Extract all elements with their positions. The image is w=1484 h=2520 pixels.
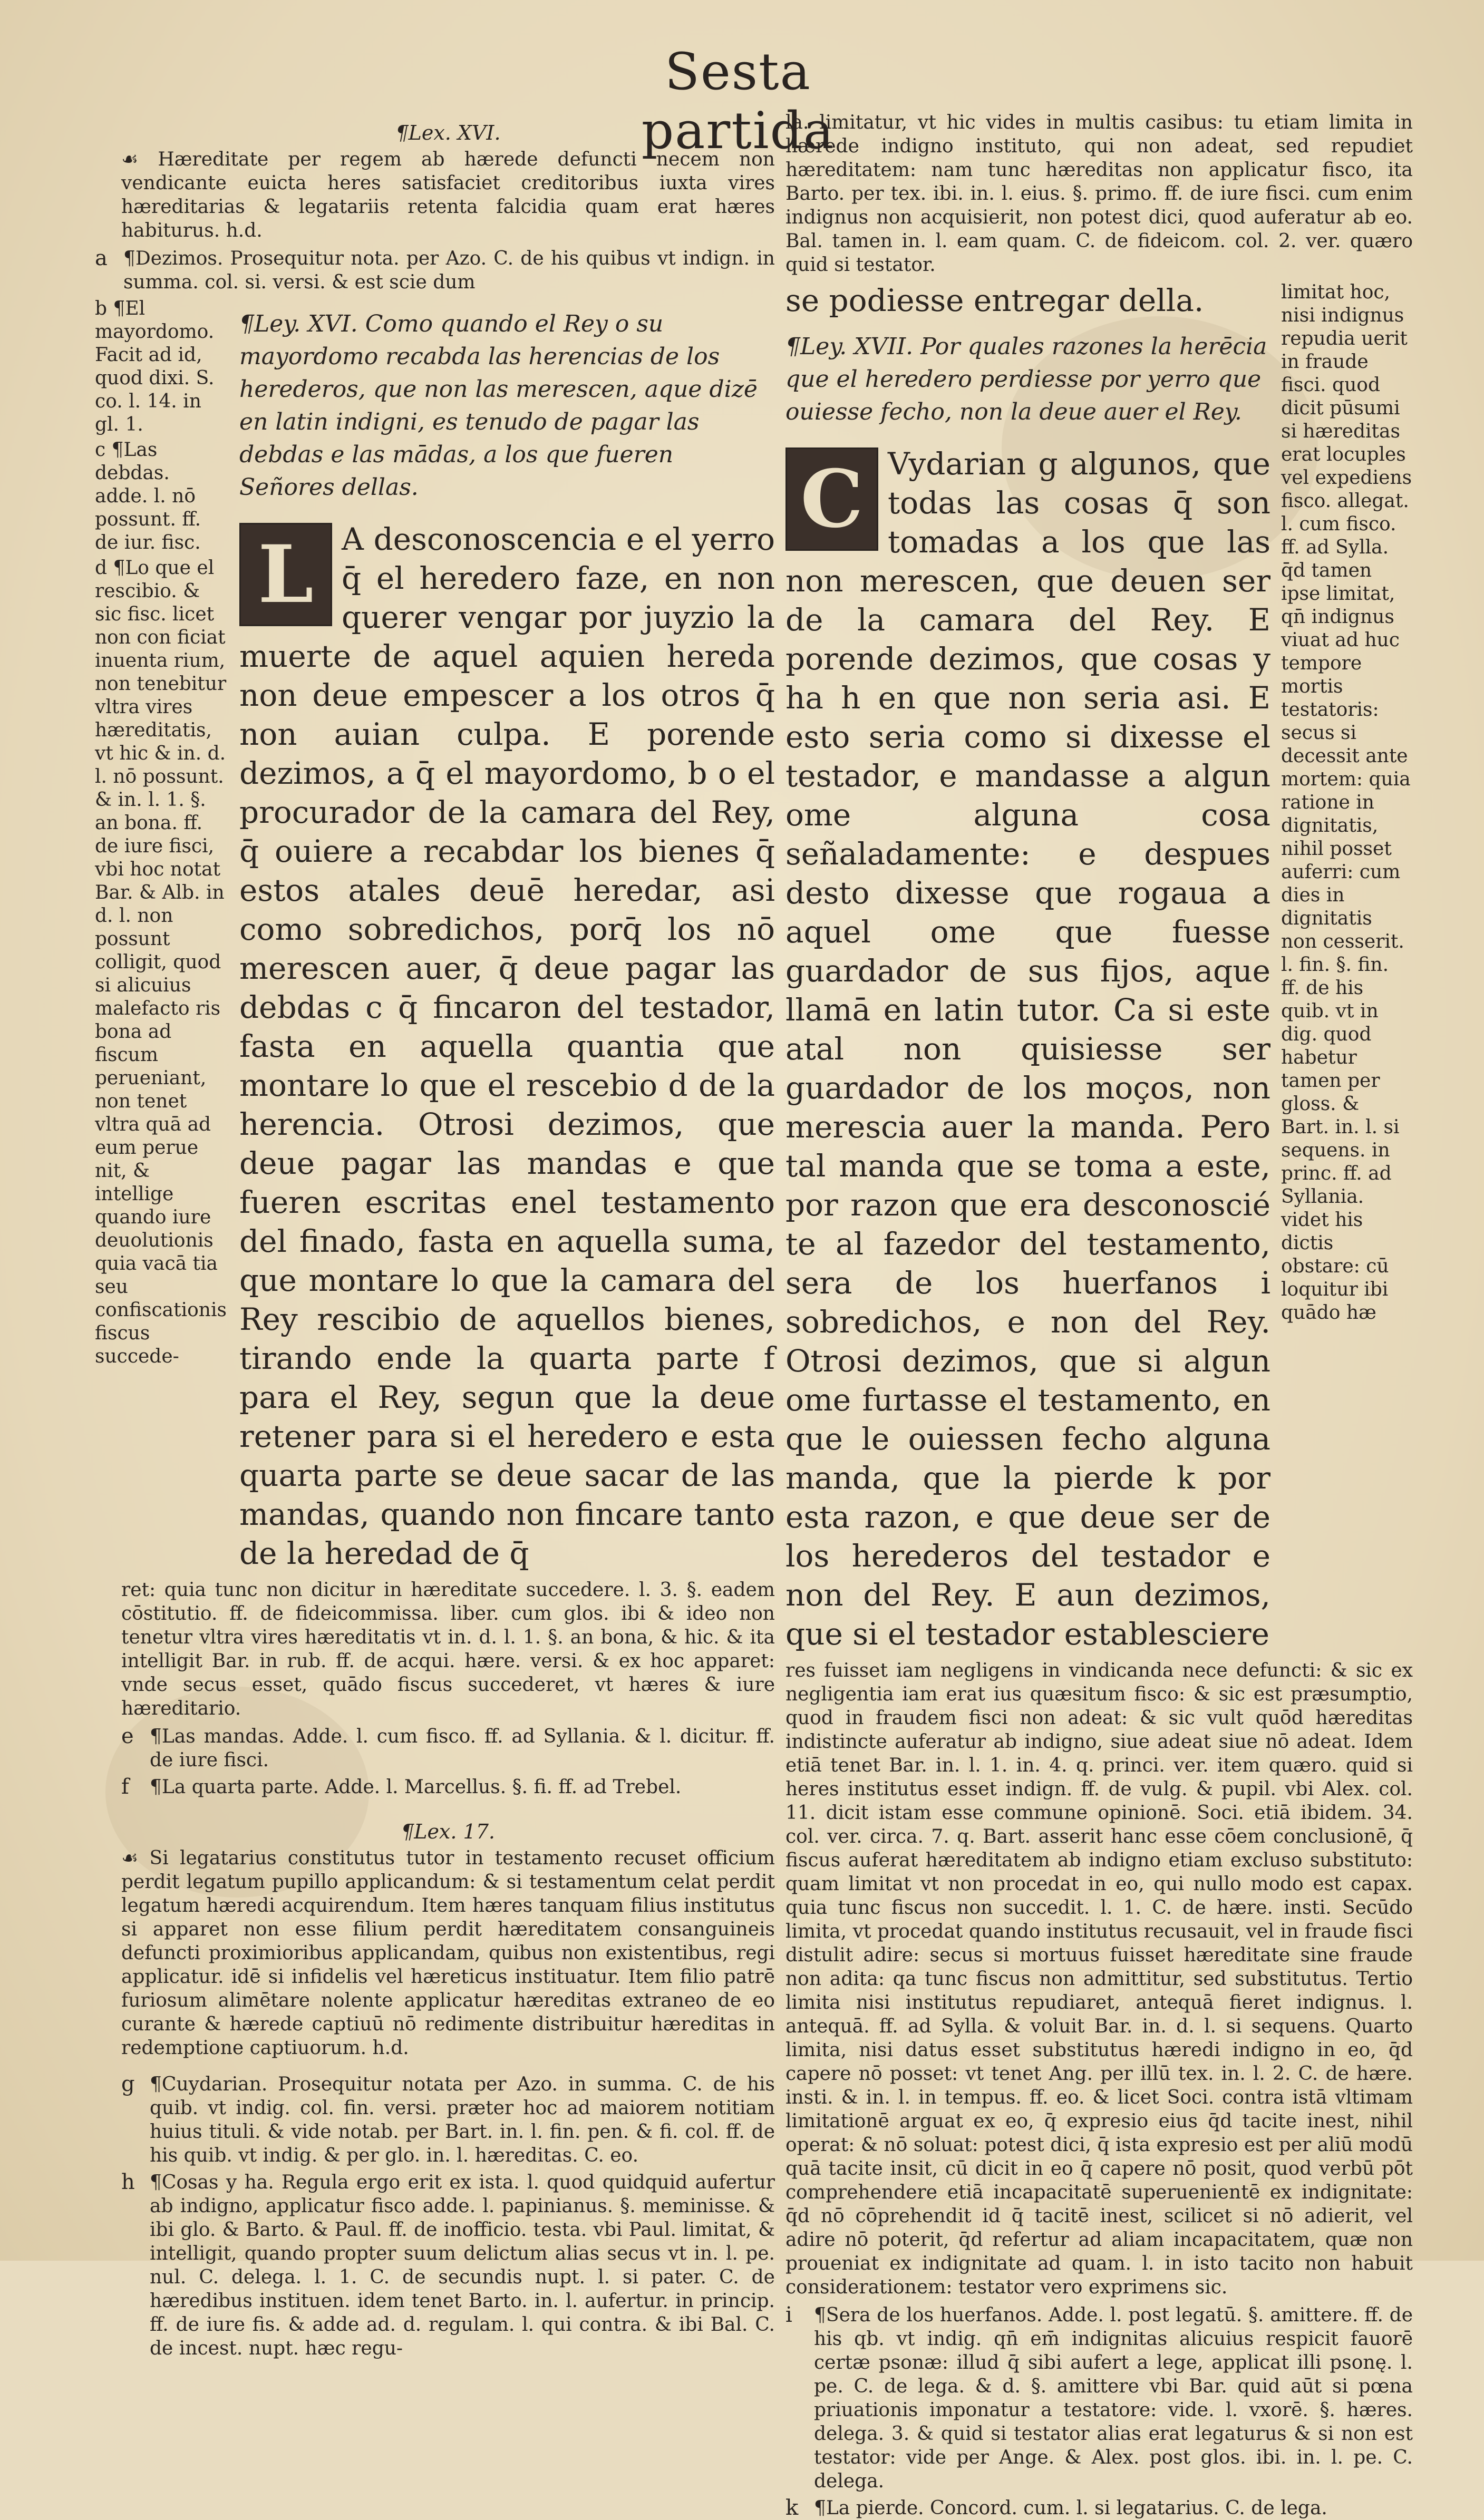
- left-column: [95, 121, 775, 2359]
- right-top-gloss: la. limitatur, vt hic vides in multis casibus: tu etiam limita in hærede indigno instituto, qui non adeat, sed repudiet hæreditatem: nam tunc hæreditas non applicatur fisco, ita Barto. per tex. ibi. in. l. eius. §. primo. ff. de iure fisci. cum enim indignus non acquisierit, non potest dici, quod auferatur ab eo. Bal. tamen in. l. eam quam. C. de fideicom. col. 2. ver. quæro quid si testator.: [785, 112, 1413, 276]
- right-main: [785, 281, 1270, 1653]
- gloss-e: e ¶Las mandas. Adde. l. cum fisco. ff. ad Syllania. & l. dicitur. ff. de iure fisci.: [121, 1724, 775, 1771]
- right-side-gloss: limitat hoc, nisi indignus repudia uerit in fraude fisci. quod dicit pūsumi si hæreditas erat locuples vel expediens fisco. allegat. l. cum fisco. ff. ad Sylla. q̄d tamen ipse limitat, qn̄ indignus viuat ad huc tempore mortis testatoris: secus si decessit ante mortem: quia ratione in dignitatis, nihil posset auferri: cum dies in dignitatis non cesserit. l. fin. §. fin. ff. de his quib. vt in dig. quod habetur tamen per gloss. & Bart. in. l. si sequens. in princ. ff. ad Syllania. videt his dictis obstare: cū loquitur ibi quādo hæ: [1281, 281, 1412, 1324]
- page-title: Sesta partida: [641, 42, 835, 160]
- decorated-initial: C: [785, 447, 878, 551]
- right-lower-gloss: res fuisset iam negligens in vindicanda nece defuncti: & sic ex negligentia iam erat ius quæsitum fisco: & sic est præsumptio, quod in fraudem fisci non adeat: & sic vult quōd hæreditas indistincte auferatur ab indigno, siue adeat siue nō adeat. Idem etiā tenet Bar. in. l. 1. in. 4. q. princi. ver. item quæro. quid si heres institutus esset indign. ff. de vulg. & pupil. vbi Alex. col. 11. dicit istam esse commune opinionē. Soci. etiā ibidem. 34. col. ver. circa. 7. q. Bart. asserit hanc esse cōem conclusionē, q̄ fiscus auferat hæreditatem ab indigno etiam excluso substituto: quam limitat vt non procedat in eo, qui nullo modo est capax. quia tunc fiscus non succedit. l. 1. C. de hære. insti. Secūdo limita, vt procedat quando institutus recusauit, vel in fraude fisci distulit adire: secus si mortuus fuisset hæreditate sine fraude non adita: qa tunc fiscus non admittitur, sed substitutus. Tertio limita nisi institutus repudiaret, antequā fieret indignus. l. antequā. ff. ad Sylla. & voluit Bar. in. d. l. si sequens. Quarto limita, nisi datus esset substitutus hæredi indigno in eo, q̄d capere nō posset: vt tenet Ang. per illū tex. in. l. 2. C. de hære. insti. & in. l. in tempus. ff. eo. & licet Soci. contra istā vltimam limitationē arguat ex eo, q̄ expresio eius q̄d tacite inest, nihil operat: & nō soluat: potest dici, q̄ ista expresio est per aliū modū quā tacite insit, cū dicit in eo q̄ capere nō posit, quod verbū pōt comprehendere etiā incapacitatē superuenientē ex indignitate: q̄d nō cōprehendit id q̄ tacitē inest, scilicet si nō adierit, vel adire nō poterit, q̄d refertur ad aliam incapacitatem, quæ non proueniat ex indignitate ad quam. l. in isto tacito non habuit considerationem: testator vero exprimens sic.: [785, 1660, 1413, 2298]
- left-side-gloss: b ¶El mayordomo. Facit ad id, quod dixi. S. co. l. 14. in gl. 1. c ¶Las debdas. adde. l. nō possunt. ff. de iur. fisc. d ¶Lo que el rescibio. & sic fisc. licet non con ficiat inuenta rium, non tenebitur vltra vires hæreditatis, vt hic & in. d. l. nō possunt. & in. l. 1. §. an bona. ff. de iure fisci, vbi hoc notat Bar. & Alb. in d. l. non possunt colligit, quod si alicuius malefacto ris bona ad fiscum perueniant, non tenet vltra quā ad eum perue nit, & intellige quando iure deuolutionis quia vacā tia seu confiscationis fiscus succede-: [95, 298, 227, 1367]
- gloss-f: f ¶La quarta parte. Adde. l. Marcellus. §. fi. ff. ad Trebel.: [121, 1775, 682, 1799]
- gloss-a: a ¶Dezimos. Prosequitur nota. per Azo. C. de his quibus vt indign. in summa. col. si. versi. & est scie dum: [95, 246, 775, 293]
- left-body: [95, 297, 775, 1573]
- margin-letter: k: [785, 2496, 799, 2520]
- right-body: [785, 281, 1413, 1653]
- gloss-g: g ¶Cuydarian. Prosequitur notata per Azo. in summa. C. de his quib. vt indig. col. fin. versi. præter hoc ad maiorem notitiam huius tituli. & vide notab. per Bart. in. l. fin. pen. & fi. col. ff. de his quib. vt indig. & per glo. in. l. hæreditas. C. eo.: [121, 2072, 775, 2166]
- main-text-lex-17: C Vydarian g algunos, que todas las cosas q̄ son tomadas a los que las non merescen, que deuen ser de la camara del Rey. E porende dezimos, que cosas y ha h en que non seria asi. E esto seria como si dixesse el testador, e mandasse a algun ome alguna cosa señaladamente: e despues desto dixesse que rogaua a aquel ome que fuesse guardador de sus fijos, aque llamā en latin tutor. Ca si este atal non quisiesse ser guardador de los moços, non merescia auer la manda. Pero tal manda que se toma a este, por razon que era desconoscié te al fazedor del testamento, sera de los huerfanos i sobredichos, e non del Rey. Otrosi dezimos, que si algun ome furtasse el testamento, en que le ouiessen fecho alguna manda, que la pierde k por esta razon, e que deue ser de los herederos del testador e non del Rey. E aun dezimos, que si el testador establesciere: [785, 446, 1270, 1652]
- margin-letter: e: [121, 1724, 134, 1748]
- decorated-initial: L: [239, 523, 332, 626]
- main-text-lex-16: L A desconoscencia e el yerro q̄ el heredero faze, en non querer vengar por juyzio la muerte de aquel aquien hereda non deue empescer a los otros q̄ non auian culpa. E porende dezimos, a q̄ el mayordomo, b o el procurador de la camara del Rey, q̄ ouiere a recabdar los bienes q̄ estos atales deuē heredar, asi como sobredichos, porq̄ los nō merescen auer, q̄ deue pagar las debdas c q̄ fincaron del testador, fasta en aquella quantia que montare lo que el rescebio d de la herencia. Otrosi dezimos, que deue pagar las mandas e que fueren escritas enel testamento del finado, fasta en aquella suma, que montare lo que la camara del Rey rescibio de aquellos bienes, tirando ende la quarta parte f para el Rey, segun que la deue retener para si el heredero e esta quarta parte se deue sacar de las mandas, quando non fincare tanto de la heredad de q̄: [239, 521, 775, 1571]
- carry-text: se podiesse entregar della.: [785, 283, 1204, 318]
- lex-17-summary: ☙ Si legatarius constitutus tutor in testamento recuset officium perdit legatum pupillo applicandum: & si testamentum celat perdit legatum hæredi acquirendum. Item hæres tanquam filius institutus si apparet non esse filium perdit hæreditatem consanguineis defuncti proximioribus applicandam, quibus non existentibus, regi applicatur. idē si infidelis vel hæreticus instituatur. Item filio patrē furiosum alimētare nolente applicatur hæreditas extraneo de eo curante & hærede captiuū nō redimente distribuitur hæreditas in redemptione captiuorum. h.d.: [121, 1847, 775, 2059]
- right-column: [785, 111, 1413, 2520]
- gloss-k: k ¶La pierde. Concord. cum. l. si legatarius. C. de lega.: [785, 2496, 1327, 2520]
- lex-heading: ¶Lex. XVI.: [395, 121, 501, 144]
- margin-letter: i: [785, 2303, 792, 2327]
- gloss-continuation: ret: quia tunc non dicitur in hæreditate succedere. l. 3. §. eadem cōstitutio. ff. de fideicommissa. liber. cum glos. ibi & ideo non tenetur vltra vires hæreditatis vt in. d. l. 1. §. an bona, & hic. & ita intelligit Bar. in rub. ff. de acqui. hære. versi. & ex hoc apparet: vnde secus esset, quādo fiscus succederet, vt hæres & iure hæreditario.: [121, 1579, 775, 1719]
- margin-letter: h: [121, 2170, 135, 2194]
- rubric-lex-16: ¶Ley. XVI. Como quando el Rey o su mayordomo recabda las herencias de los herederos, que non las merescen, aque dizē en latin indigni, es tenudo de pagar las debdas e las mādas, a los que fueren Señores dellas.: [239, 310, 758, 501]
- lex-summary: ☙ Hæreditate per regem ab hærede defuncti necem non vendicante euicta heres satisfaciet creditoribus iuxta vires hæreditarias & legatariis retenta falcidia quam erat hæres habiturus. h.d.: [121, 149, 775, 241]
- left-main: [239, 297, 775, 1573]
- margin-letter: a: [95, 246, 108, 270]
- rubric-lex-17: ¶Ley. XVII. Por quales razones la herēcia que el heredero perdiesse por yerro que ouiesse fecho, non la deue auer el Rey.: [785, 333, 1267, 425]
- lex-17-heading: ¶Lex. 17.: [401, 1820, 495, 1843]
- gloss-h: h ¶Cosas y ha. Regula ergo erit ex ista. l. quod quidquid aufertur ab indigno, applicatur fisco adde. l. papinianus. §. meminisse. & ibi glo. & Barto. & Paul. ff. de inofficio. testa. vbi Paul. limitat, & intelligit, quando propter suum delictum alias secus vt in. l. pe. nul. C. delega. l. 1. C. de secundis nupt. l. si pater. C. de hæredibus instituen. idem tenet Barto. in. l. aufertur. in princip. ff. de iure fis. & adde ad. d. regulam. l. qui contra. & ibi Bal. C. de incest. nupt. hæc regu-: [121, 2170, 775, 2359]
- margin-letter: f: [121, 1775, 129, 1799]
- margin-letter: g: [121, 2072, 135, 2096]
- gloss-i: i ¶Sera de los huerfanos. Adde. l. post legatū. §. amittere. ff. de his qb. vt indig. qn̄ em̄ indignitas alicuius respicit fauorē certæ psonæ: illud q̄ sibi aufert a lege, applicat illi psonę. l. pe. C. de lega. & d. §. amittere vbi Bar. quid aūt si pœna priuationis imponatur a testatore: vide. l. vxorē. §. hæres. delega. 3. & quid si testator alias erat legaturus & si non est testator: vide per Ange. & Alex. post glos. ibi. in. l. pe. C. delega.: [785, 2303, 1413, 2492]
